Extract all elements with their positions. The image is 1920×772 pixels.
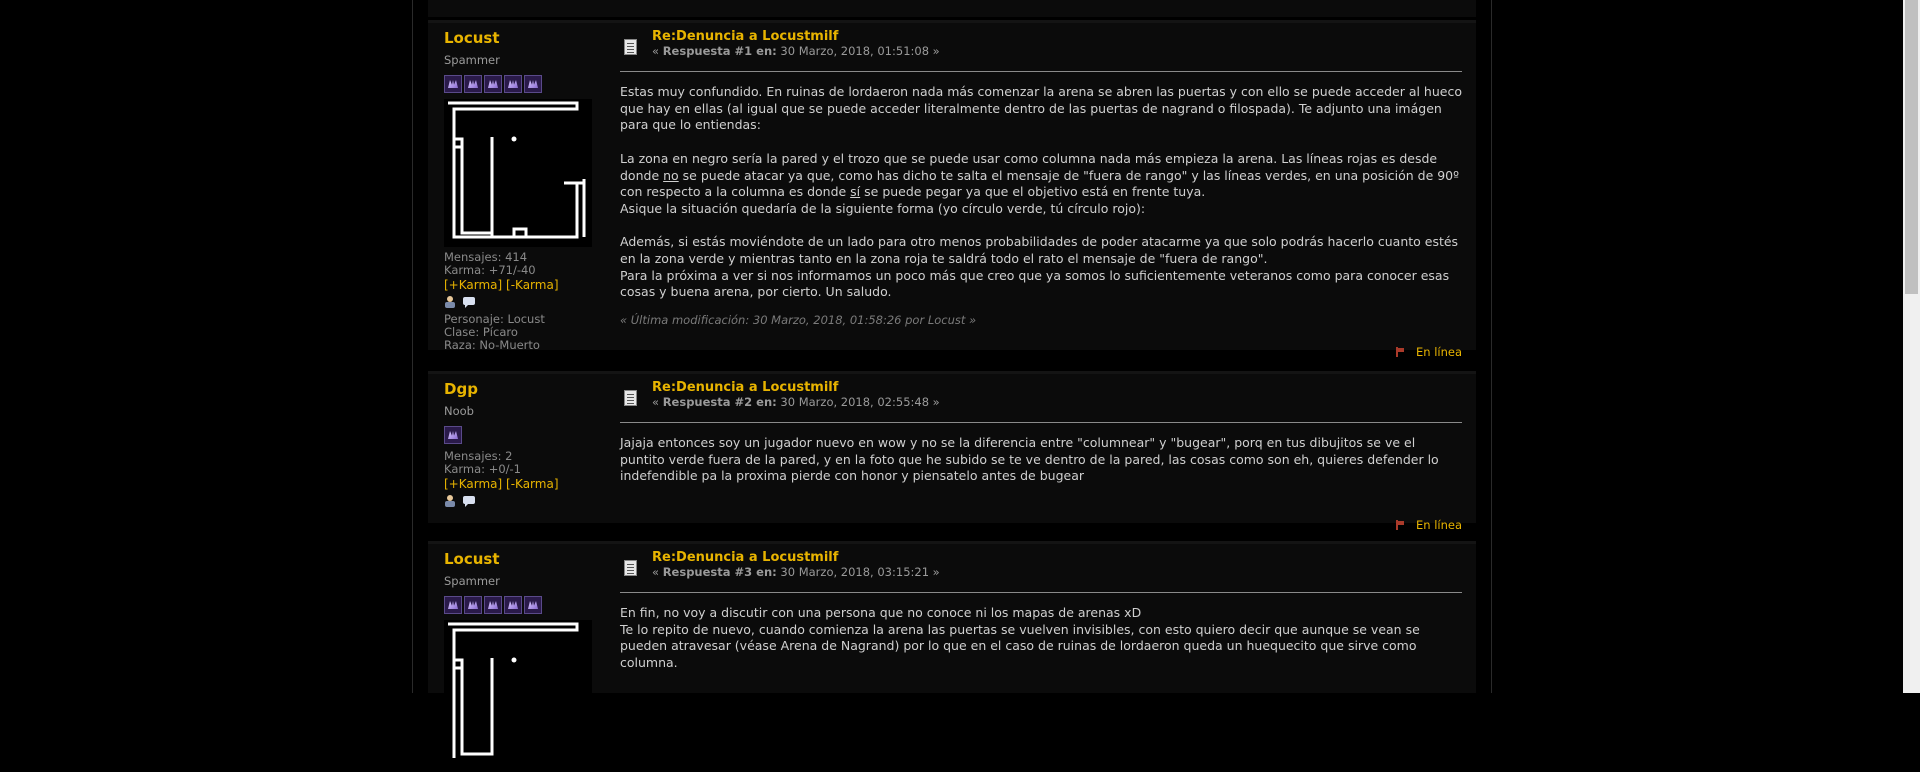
document-icon [624,390,637,406]
rank-star-icon [504,596,522,614]
rank-star-icon [464,75,482,93]
rank-stars [444,75,594,93]
avatar-image [444,99,592,247]
karma-plus-link[interactable]: [+Karma] [444,278,503,292]
paragraph: Estas muy confundido. En ruinas de lordaeron nada más comenzar la arena se abren las puertas y con ello se puede acceder al hueco que hay en ellas (al igual que se puede acceder literalmente dentro de las puertas de nagrand o filospada). Te adjunto una imágen para que lo entiendas: [620,84,1462,133]
forum-post [428,371,1476,532]
post-content [620,605,1462,672]
online-flag-icon [1396,347,1406,357]
character-race: Raza: No-Muerto [444,338,540,352]
rank-star-icon [444,596,462,614]
reply-info: « Respuesta #2 en: 30 Marzo, 2018, 02:55:48 » [652,395,940,409]
avatar [444,99,592,247]
post-body [620,550,1462,672]
post-header [620,29,1462,65]
online-status [1396,345,1462,359]
karma-minus-link[interactable]: [-Karma] [506,477,559,491]
private-message-icon[interactable] [462,295,476,309]
karma-links [444,278,594,292]
divider [620,422,1462,423]
profile-icon[interactable] [444,295,458,309]
rank-star-icon [444,75,462,93]
profile-icon[interactable] [444,494,458,508]
rank-star-icon [504,75,522,93]
poster-name[interactable]: Dgp [444,380,478,398]
profile-icons [444,494,594,508]
message-count: Mensajes: 414 [444,250,528,264]
reply-label: Respuesta #1 en: [662,44,777,58]
last-modified: « Última modificación: 30 Marzo, 2018, 01:58:26 por Locust » [620,313,977,328]
karma-value: Karma: +0/-1 [444,462,521,476]
rank-star-icon [524,75,542,93]
poster-name[interactable]: Locust [444,550,500,568]
reply-info: « Respuesta #1 en: 30 Marzo, 2018, 01:51:08 » [652,44,940,58]
private-message-icon[interactable] [462,494,476,508]
post-body [620,29,1462,359]
paragraph: Asique la situación quedaría de la siguiente forma (yo círculo verde, tú círculo rojo): [620,200,1146,216]
reply-date: 30 Marzo, 2018, 01:51:08 » [780,44,940,58]
poster-group: Spammer [444,574,500,588]
poster-info [444,550,594,772]
post-content [620,84,1462,301]
karma-value: Karma: +71/-40 [444,263,536,277]
rank-stars [444,426,594,444]
paragraph: En fin, no voy a discutir con una persona que no conoce ni los mapas de arenas xD [620,605,1142,620]
rank-star-icon [464,596,482,614]
paragraph: Te lo repito de nuevo, cuando comienza la arena las puertas se vuelven invisibles, con esto quiero decir que aunque se vean se pueden atravesar (véase Arena de Nagrand) por lo que en el caso de ruinas de lordaeron queda un huequecito que sirve como columna. [620,621,1420,671]
online-label: En línea [1415,345,1462,359]
paragraph: Para la próxima a ver si nos informamos un poco más que creo que ya somos lo suficientemente veteranos como para conocer esas cosas y buena arena, por cierto. Un saludo. [620,267,1450,300]
divider [620,592,1462,593]
post-subject[interactable]: Re:Denuncia a Locustmilf [652,380,839,395]
poster-name[interactable]: Locust [444,29,500,47]
profile-icons [444,295,594,309]
scrollbar-thumb[interactable] [1905,0,1918,294]
forum-post [428,20,1476,359]
karma-plus-link[interactable]: [+Karma] [444,477,503,491]
forum-post [428,541,1476,693]
rank-star-icon [444,426,462,444]
online-status [1396,518,1462,532]
reply-date: 30 Marzo, 2018, 03:15:21 » [780,565,940,579]
document-icon [624,560,637,576]
reply-label: Respuesta #2 en: [662,395,777,409]
karma-links [444,477,594,491]
character-name: Personaje: Locust [444,312,545,326]
paragraph: Además, si estás moviéndote de un lado para otro menos probabilidades de poder atacarme ya que solo podrás hacerlo cuanto estés en la zona verde y mientras tanto en la zona roja te saldrá todo el rato el mensaje de "fuera de rango". [620,234,1459,266]
poster-info [444,29,594,352]
karma-minus-link[interactable]: [-Karma] [506,278,559,292]
poster-group: Noob [444,404,474,418]
document-icon [624,39,637,55]
previous-post-bottom [428,0,1476,17]
post-subject[interactable]: Re:Denuncia a Locustmilf [652,550,839,565]
rank-star-icon [524,596,542,614]
post-content [620,435,1462,485]
post-body [620,380,1462,532]
post-subject[interactable]: Re:Denuncia a Locustmilf [652,29,839,44]
reply-label: Respuesta #3 en: [662,565,777,579]
online-label: En línea [1415,518,1462,532]
post-header [620,550,1462,586]
poster-group: Spammer [444,53,500,67]
paragraph: La zona en negro sería la pared y el trozo que se puede usar como columna nada más empieza la arena. Las líneas rojas es desde donde no se puede atacar ya que, como has dicho te salta el mensaje de "fuera de rango" y las líneas verdes, en una posición de 90º con respecto a la columna es donde sí se puede pegar ya que el objetivo está en frente tuya. [620,150,1460,200]
rank-star-icon [484,75,502,93]
rank-stars [444,596,594,614]
online-flag-icon [1396,520,1406,530]
divider [620,71,1462,72]
post-header [620,380,1462,416]
avatar [444,620,592,768]
reply-date: 30 Marzo, 2018, 02:55:48 » [780,395,940,409]
paragraph: Jajaja entonces soy un jugador nuevo en wow y no se la diferencia entre "columnear" y "bugear", porq en tus dibujitos se ve el puntito verde fuera de la pared, y en la foto que he subido se te ve dentro de la pared, las cosas como son eh, quieres defender lo indefendible pa la proxima pierde con honor y piensatelo antes de bugear [620,435,1439,484]
reply-info: « Respuesta #3 en: 30 Marzo, 2018, 03:15:21 » [652,565,940,579]
avatar-image [444,620,592,768]
poster-info [444,380,594,512]
message-count: Mensajes: 2 [444,449,513,463]
rank-star-icon [484,596,502,614]
character-class: Clase: Pícaro [444,325,518,339]
